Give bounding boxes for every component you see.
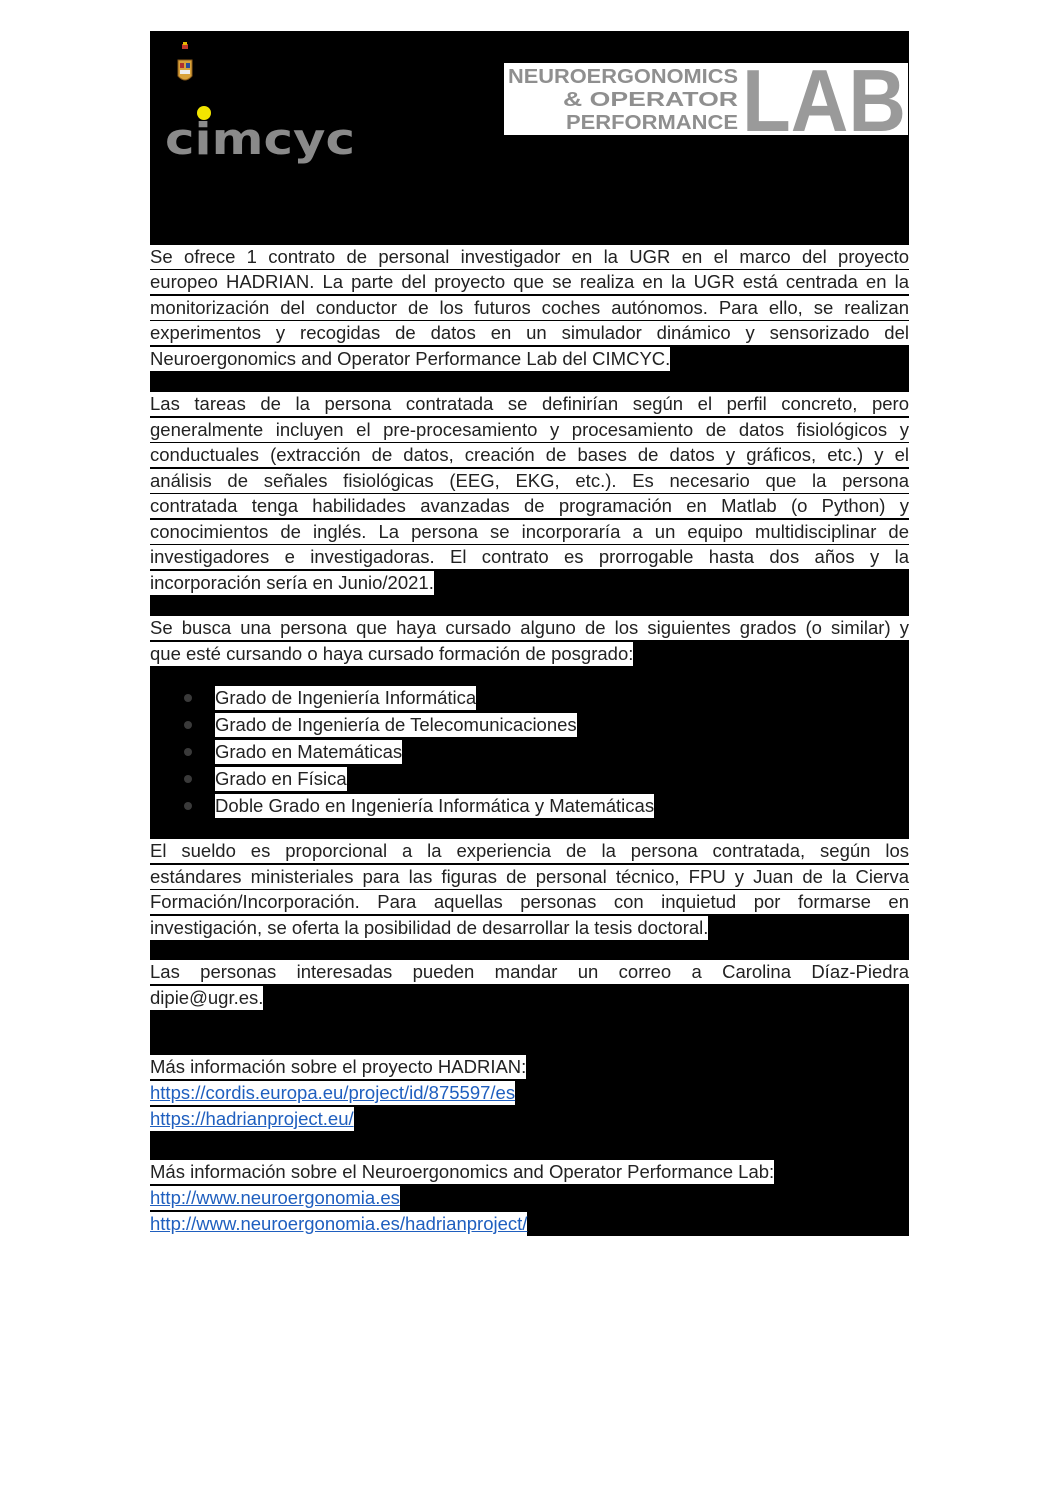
hadrian-project-link[interactable]: https://hadrianproject.eu/	[150, 1108, 354, 1129]
paragraph-line: Se ofrece 1 contrato de personal investigador en la UGR en el marco del proyecto	[150, 246, 909, 267]
cimcyc-logo	[165, 104, 357, 166]
degree-label: Grado en Física	[215, 768, 347, 789]
cimcyc-logo-text: cimcyc	[165, 114, 355, 165]
paragraph-line: monitorización del conductor de los futuros coches autónomos. Para ello, se realizan	[150, 297, 909, 318]
bullet-icon	[184, 694, 192, 702]
paragraph-line: que esté cursando o haya cursado formación de posgrado:	[150, 643, 634, 664]
paragraph-line: conocimientos de inglés. La persona se incorporaría a un equipo multidisciplinar de	[150, 521, 909, 542]
university-crest-icon	[176, 42, 194, 87]
degree-label: Grado de Ingeniería Informática	[215, 687, 477, 708]
paragraph-line: conductuales (extracción de datos, creación de bases de datos y gráficos, etc.) y el	[150, 444, 909, 465]
lab-hadrian-page-link[interactable]: http://www.neuroergonomia.es/hadrianproject/	[150, 1213, 528, 1234]
paragraph-line: experimentos y recogidas de datos en un simulador dinámico y sensorizado del	[150, 322, 909, 343]
degree-label: Doble Grado en Ingeniería Informática y Matemáticas	[215, 795, 655, 816]
lab-website-link[interactable]: http://www.neuroergonomia.es	[150, 1187, 400, 1208]
paragraph-line: Las personas interesadas pueden mandar un correo a Carolina Díaz-Piedra	[150, 961, 909, 982]
paragraph-line: europeo HADRIAN. La parte del proyecto que se realiza en la UGR está centrada en la	[150, 271, 909, 292]
paragraph-line: contratada tenga habilidades avanzadas de programación en Matlab (o Python) y	[150, 495, 909, 516]
contact-email: dipie@ugr.es.	[150, 987, 264, 1008]
paragraph-line: estándares ministeriales para las figuras de personal técnico, FPU y Juan de la Cierva	[150, 866, 909, 887]
paragraph-line: Las tareas de la persona contratada se definirían según el perfil concreto, pero	[150, 393, 909, 414]
paragraph-line: incorporación sería en Junio/2021.	[150, 572, 434, 593]
paragraph-line: Se busca una persona que haya cursado alguno de los siguientes grados (o similar) y	[150, 617, 909, 638]
degree-label: Grado en Matemáticas	[215, 741, 403, 762]
lab-logo-line-2: & OPERATOR	[563, 89, 739, 111]
paragraph-line: Formación/Incorporación. Para aquellas personas con inquietud por formarse en	[150, 891, 909, 912]
paragraph-line: Neuroergonomics and Operator Performance Lab del CIMCYC.	[150, 348, 671, 369]
lab-logo-line-1: NEUROERGONOMICS	[508, 66, 738, 88]
bullet-icon	[184, 802, 192, 810]
paragraph-line: investigadores e investigadoras. El contrato es prorrogable hasta dos años y la	[150, 546, 909, 567]
lab-info-heading: Más información sobre el Neuroergonomics and Operator Performance Lab:	[150, 1161, 775, 1182]
hadrian-cordis-link[interactable]: https://cordis.europa.eu/project/id/875597/es	[150, 1082, 516, 1103]
bullet-icon	[184, 748, 192, 756]
bullet-icon	[184, 721, 192, 729]
paragraph-line: investigación, se oferta la posibilidad de desarrollar la tesis doctoral.	[150, 917, 709, 938]
hadrian-info-heading: Más información sobre el proyecto HADRIAN:	[150, 1056, 527, 1077]
bullet-icon	[184, 775, 192, 783]
paragraph-line: análisis de señales fisiológicas (EEG, EKG, etc.). Es necesario que la persona	[150, 470, 909, 491]
paragraph-line: generalmente incluyen el pre-procesamiento y procesamiento de datos fisiológicos y	[150, 419, 909, 440]
neuroergonomics-lab-logo	[504, 63, 908, 135]
lab-logo-line-3: PERFORMANCE	[566, 112, 738, 134]
degree-label: Grado de Ingeniería de Telecomunicaciones	[215, 714, 577, 735]
lab-logo-big-text: LAB	[742, 63, 906, 135]
paragraph-line: El sueldo es proporcional a la experiencia de la persona contratada, según los	[150, 840, 909, 861]
